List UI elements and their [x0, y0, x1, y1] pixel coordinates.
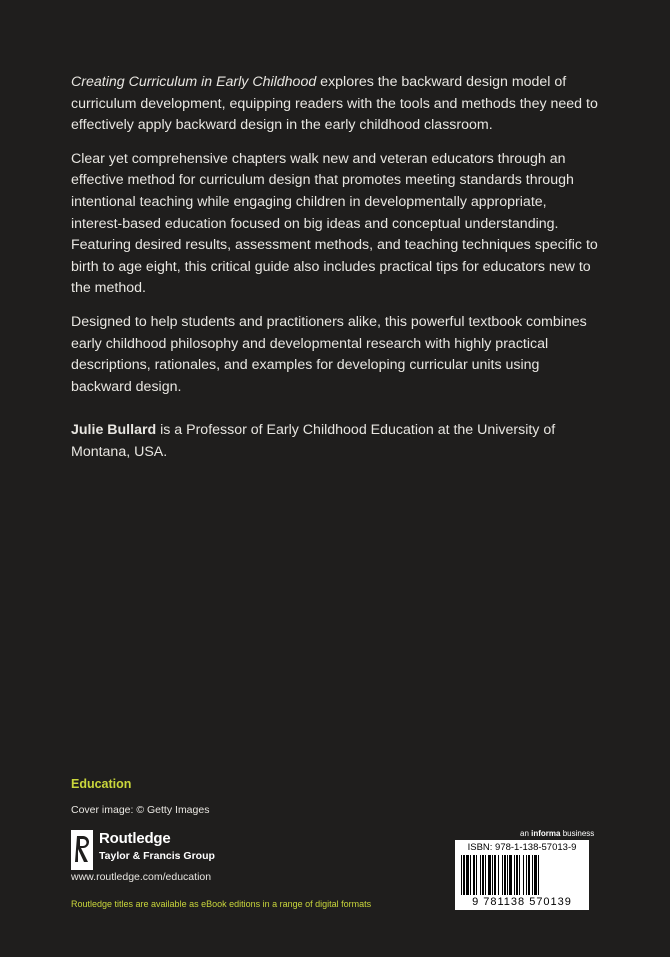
barcode-bar: [519, 855, 520, 895]
informa-prefix: an: [520, 829, 532, 838]
barcode-bar: [480, 855, 481, 895]
blurb-paragraph-2: Clear yet comprehensive chapters walk new and veteran educators through an effective method for curriculum design that promotes meeting standards through intentional teaching while engaging children in developmentally appropriate, interest-based education focused on big ideas and conceptual understanding. Featuring desired results, assessment methods, and teaching techniques specific to birth to age eight, this critical guide also includes practical tips for educators new to the method.: [71, 150, 598, 297]
barcode-bar: [504, 855, 506, 895]
barcode-bar: [534, 855, 537, 895]
barcode-bar: [532, 855, 533, 895]
barcode-bar: [502, 855, 503, 895]
informa-brand: informa: [531, 829, 561, 838]
blurb-paragraph-3: Designed to help students and practitioners alike, this powerful textbook combines early childhood philosophy and developmental research with highly practical descriptions, rationales, and examples for developing curricular units using backward design.: [71, 313, 587, 395]
routledge-r-icon: [71, 830, 93, 870]
barcode-bar: [485, 855, 486, 895]
barcode-bar: [476, 855, 477, 895]
barcode-bar: [528, 855, 530, 895]
isbn-text: ISBN: 978-1-138-57013-9: [467, 842, 577, 853]
cover-credit: Cover image: © Getty Images: [71, 804, 210, 816]
barcode-bar: [463, 855, 465, 895]
blurb-paragraph-1: [71, 72, 601, 137]
routledge-logo: [71, 830, 231, 874]
barcode-bar: [514, 855, 515, 895]
barcode-bars: [461, 855, 583, 895]
barcode-bar: [466, 855, 469, 895]
barcode-bar: [492, 855, 493, 895]
barcode-bar: [509, 855, 512, 895]
barcode-bar: [473, 855, 475, 895]
barcode-bar: [507, 855, 508, 895]
author-bio-text: is a Professor of Early Childhood Education at the University of Montana, USA.: [71, 422, 556, 460]
author-bio: [71, 420, 601, 463]
author-name: Julie Bullard: [71, 422, 157, 438]
barcode-bar: [482, 855, 484, 895]
back-cover-blurb: [71, 72, 601, 410]
barcode-bar: [494, 855, 496, 895]
publisher-name: Routledge: [99, 830, 171, 847]
barcode-bar: [498, 855, 499, 895]
barcode-bar: [523, 855, 524, 895]
publisher-group: Taylor & Francis Group: [99, 850, 215, 862]
informa-suffix: business: [560, 829, 595, 838]
barcode-bar: [538, 855, 539, 895]
informa-tagline: [520, 829, 594, 838]
barcode-bar: [461, 855, 462, 895]
isbn-barcode: [455, 840, 589, 910]
blurb-paragraph-1-text: explores the backward design model of curriculum development, equipping readers with the tools and methods they need to effectively apply backward design in the early childhood classroom.: [71, 74, 598, 134]
subject-category: Education: [71, 777, 132, 791]
barcode-bar: [516, 855, 518, 895]
barcode-bar: [470, 855, 471, 895]
publisher-url[interactable]: www.routledge.com/education: [71, 871, 212, 883]
barcode-bar: [526, 855, 527, 895]
barcode-digits: 9 781138 570139: [472, 896, 572, 908]
book-title: Creating Curriculum in Early Childhood: [71, 74, 317, 90]
barcode-bar: [488, 855, 491, 895]
ebook-note: Routledge titles are available as eBook editions in a range of digital formats: [71, 899, 372, 909]
